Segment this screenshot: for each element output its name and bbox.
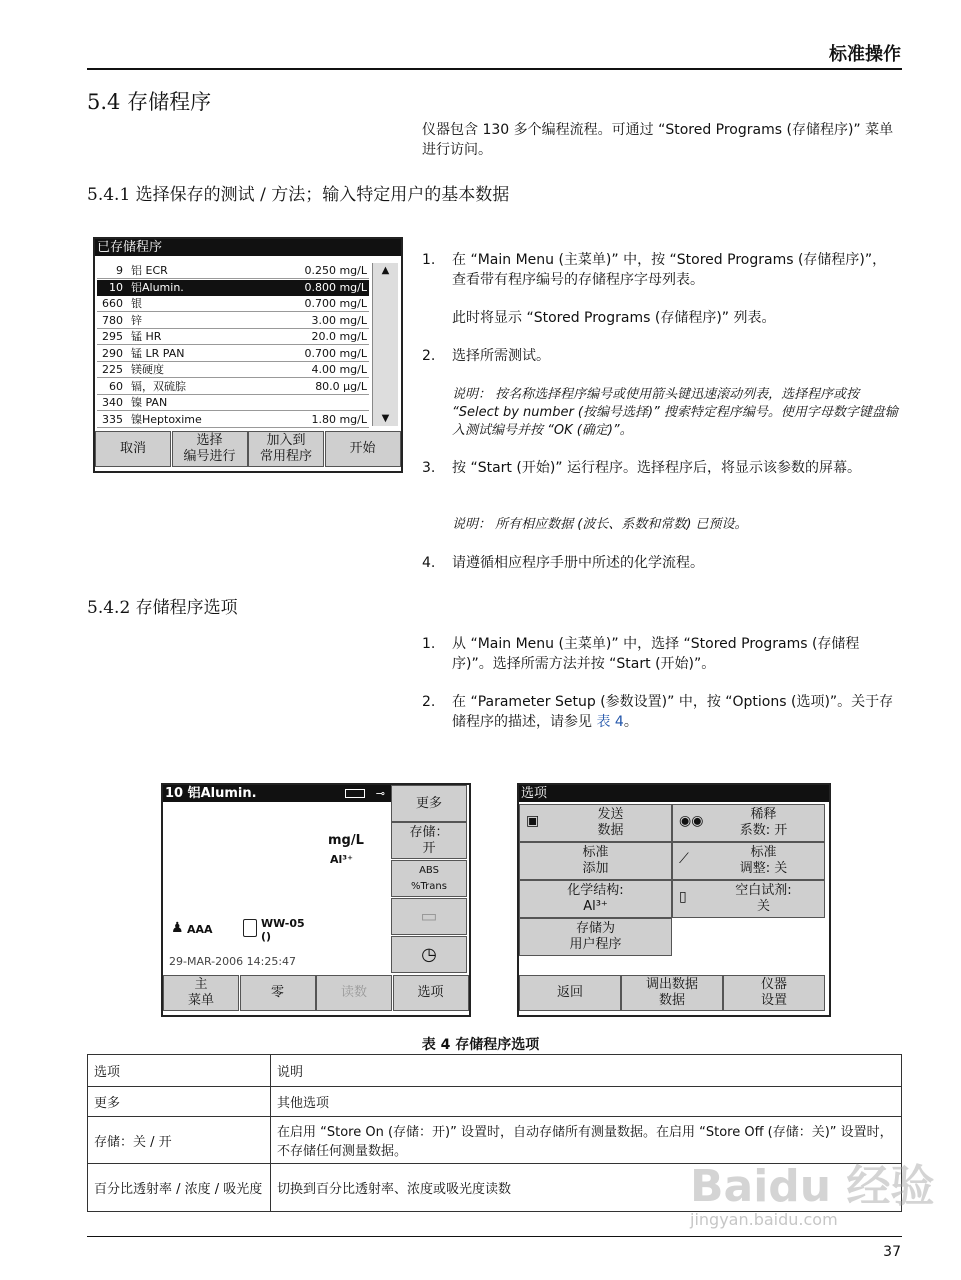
vials-icon: ◉◉ — [679, 813, 704, 829]
list-item[interactable] — [97, 329, 369, 345]
program-value: 1.80 mg/L — [311, 412, 367, 426]
program-number: 295 — [102, 330, 123, 343]
chemical-form-button[interactable] — [519, 880, 672, 918]
button-label: 发送 数据 — [597, 807, 624, 838]
program-name: 镁硬度 — [131, 363, 164, 376]
program-value: 0.800 mg/L — [304, 280, 367, 294]
program-number: 340 — [102, 396, 123, 409]
table-header-row — [88, 1055, 902, 1087]
button-label: 标准 调整: 关 — [739, 845, 788, 876]
section-intro: 仪器包含 130 多个编程流程。可通过 “Stored Programs (存储程序)” 菜单进行访问。 — [422, 122, 894, 158]
list-item[interactable] — [97, 362, 369, 378]
step-1-2: 2. 选择所需测试。 — [422, 348, 550, 364]
program-name: 锌 — [131, 313, 142, 327]
program-name: 镍 PAN — [131, 396, 168, 409]
list-item[interactable] — [97, 280, 369, 296]
table-cell: 存储：关 / 开 — [88, 1117, 271, 1164]
program-list[interactable] — [95, 263, 371, 431]
back-button[interactable]: 返回 — [519, 975, 621, 1011]
options-screen — [517, 783, 831, 1017]
button-label: 化学结构: Al³⁺ — [567, 883, 624, 914]
button-label: 稀释 系数: 开 — [739, 807, 788, 838]
battery-icon — [345, 789, 365, 798]
cancel-button[interactable]: 取消 — [95, 431, 171, 467]
reagent-blank-button[interactable] — [672, 880, 825, 918]
recall-data-button[interactable]: 调出数据 数据 — [621, 975, 723, 1011]
footer-rule — [87, 1236, 902, 1237]
abs-trans-button[interactable]: ABS %Trans — [391, 860, 467, 897]
save-as-user-program-button[interactable] — [519, 918, 672, 956]
list-item[interactable] — [97, 313, 369, 329]
sample-id: WW-05 — [261, 917, 305, 930]
program-number: 660 — [102, 297, 123, 310]
pc-icon: ▣ — [526, 813, 540, 829]
list-item[interactable] — [97, 346, 369, 362]
start-button[interactable]: 开始 — [325, 431, 401, 467]
table-caption: 表 4 存储程序选项 — [421, 1037, 540, 1053]
button-label: 标准 添加 — [582, 845, 609, 876]
running-header: 标准操作 — [829, 44, 901, 65]
step-2-2: 2. 在 “Parameter Setup (参数设置)” 中，按 “Options (选项)”。关于存储程序的描述，请参见 表 4。 — [422, 694, 894, 730]
step-1-2-note: 说明： 按名称选择程序编号或使用箭头键迅速滚动列表，选择程序或按 “Select by number (按编号选择)” 搜索特定程序编号。使用字母数字键盘输入测试编号并按 “OK (确定)”。 — [452, 387, 898, 438]
program-value: 0.250 mg/L — [304, 264, 367, 277]
program-name: 镍Heptoxime — [131, 412, 202, 426]
button-label: 空白试剂: 关 — [735, 883, 792, 914]
scrollbar[interactable] — [372, 263, 398, 426]
program-value: 20.0 mg/L — [311, 330, 367, 343]
screen-title: 选项 — [519, 785, 829, 802]
stored-programs-screen — [93, 237, 403, 473]
dilution-factor-button[interactable] — [672, 804, 825, 842]
program-name: 铝Alumin. — [131, 280, 184, 294]
program-number: 225 — [102, 363, 123, 376]
program-name: 镉，双硫腙 — [131, 379, 186, 393]
send-data-button[interactable] — [391, 898, 467, 935]
measurement-screen — [161, 783, 471, 1017]
program-name: 锰 LR PAN — [131, 346, 185, 360]
subsection-title-1: 5.4.1 选择保存的测试 / 方法；输入特定用户的基本数据 — [87, 185, 510, 205]
store-button[interactable]: 存储： 开 — [391, 822, 467, 859]
page-number: 37 — [883, 1244, 901, 1260]
step-1-3-note: 说明： 所有相应数据 (波长、系数和常数) 已预设。 — [452, 517, 748, 532]
program-name: 银 — [131, 297, 142, 310]
step-1-4: 4. 请遵循相应程序手册中所述的化学流程。 — [422, 555, 704, 571]
add-to-favorites-button[interactable]: 加入到 常用程序 — [248, 431, 324, 467]
sample-sub: () — [261, 930, 272, 943]
more-button[interactable]: 更多 — [391, 785, 467, 822]
screen-title: 已存储程序 — [95, 239, 401, 256]
step-1-3: 3. 按 “Start (开始)” 运行程序。选择程序后，将显示该参数的屏幕。 — [422, 460, 861, 476]
list-item[interactable] — [97, 263, 369, 279]
list-item[interactable] — [97, 379, 369, 395]
table-header-cell: 选项 — [88, 1055, 271, 1087]
user-icon: ♟ — [171, 920, 184, 936]
header-rule — [87, 68, 902, 70]
program-number: 290 — [102, 346, 123, 360]
program-value: 80.0 μg/L — [315, 379, 367, 393]
program-number: 9 — [116, 264, 123, 277]
program-name: 铝 ECR — [131, 264, 168, 277]
user-id: AAA — [187, 923, 213, 936]
read-button[interactable]: 读数 — [316, 975, 392, 1011]
instrument-setup-button[interactable]: 仪器 设置 — [723, 975, 825, 1011]
table-cell: 切换到百分比透射率、浓度或吸光度读数 — [271, 1164, 902, 1212]
send-data-button[interactable] — [519, 804, 672, 842]
section-title: 5.4 存储程序 — [87, 90, 212, 114]
standard-addition-button[interactable] — [519, 842, 672, 880]
options-button[interactable]: 选项 — [393, 975, 469, 1011]
standard-adjust-button[interactable] — [672, 842, 825, 880]
table-cell: 其他选项 — [271, 1087, 902, 1117]
program-value: 3.00 mg/L — [311, 313, 367, 327]
table-header-cell: 说明 — [271, 1055, 902, 1087]
zero-button[interactable]: 零 — [240, 975, 316, 1011]
scroll-up-icon[interactable]: ▲ — [381, 265, 390, 276]
unit-label: mg/L — [328, 833, 364, 848]
computer-icon: ▭ — [420, 905, 438, 927]
timer-button[interactable] — [391, 936, 467, 973]
step-1-1-extra: 此时将显示 “Stored Programs (存储程序)” 列表。 — [452, 310, 776, 326]
program-number: 780 — [102, 313, 123, 327]
program-number: 335 — [102, 412, 123, 426]
step-2-1: 1. 从 “Main Menu (主菜单)” 中，选择 “Stored Programs (存储程序)”。选择所需方法并按 “Start (开始)”。 — [422, 636, 860, 672]
table-cell: 更多 — [88, 1087, 271, 1117]
list-item[interactable] — [97, 412, 369, 428]
screen-title: 10 铝Alumin. ⊸ — [163, 785, 391, 802]
button-label: 存储为 用户程序 — [569, 921, 622, 952]
table-cell: 百分比透射率 / 浓度 / 吸光度 — [88, 1164, 271, 1212]
main-menu-button[interactable]: 主 菜单 — [163, 975, 239, 1011]
table-row — [88, 1087, 902, 1117]
table-cell: 在启用 “Store On (存储：开)” 设置时，自动存储所有测量数据。在启用 “Store Off (存储：关)” 设置时，不存储任何测量数据。 — [271, 1117, 902, 1164]
program-number: 10 — [109, 280, 123, 294]
formula-label: Al³⁺ — [330, 853, 353, 866]
list-item[interactable] — [97, 395, 369, 411]
bottle-icon: ▯ — [679, 889, 687, 905]
watermark-brand: Baidu 经验 — [690, 1161, 935, 1212]
timer-icon: ◷ — [421, 943, 437, 965]
program-value: 0.700 mg/L — [304, 297, 367, 310]
lamp-icon: ⊸ — [375, 787, 385, 800]
step-1-1: 1. 在 “Main Menu (主菜单)” 中，按 “Stored Programs (存储程序)”，查看带有程序编号的存储程序字母列表。 — [422, 252, 887, 288]
program-value: 4.00 mg/L — [311, 363, 367, 376]
program-number: 60 — [109, 379, 123, 393]
sample-icon — [243, 919, 257, 937]
subsection-title-2: 5.4.2 存储程序选项 — [87, 598, 238, 618]
watermark-url: jingyan.baidu.com — [690, 1210, 838, 1229]
table-4-link[interactable]: 表 4 — [596, 714, 624, 730]
scroll-down-icon[interactable]: ▼ — [381, 413, 390, 424]
list-item[interactable] — [97, 296, 369, 312]
datetime: 29-MAR-2006 14:25:47 — [169, 955, 297, 968]
select-by-number-button[interactable]: 选择 编号进行 — [172, 431, 248, 467]
program-value: 0.700 mg/L — [304, 346, 367, 360]
program-name: 锰 HR — [131, 330, 162, 343]
calibration-icon: ⟋ — [679, 851, 689, 867]
